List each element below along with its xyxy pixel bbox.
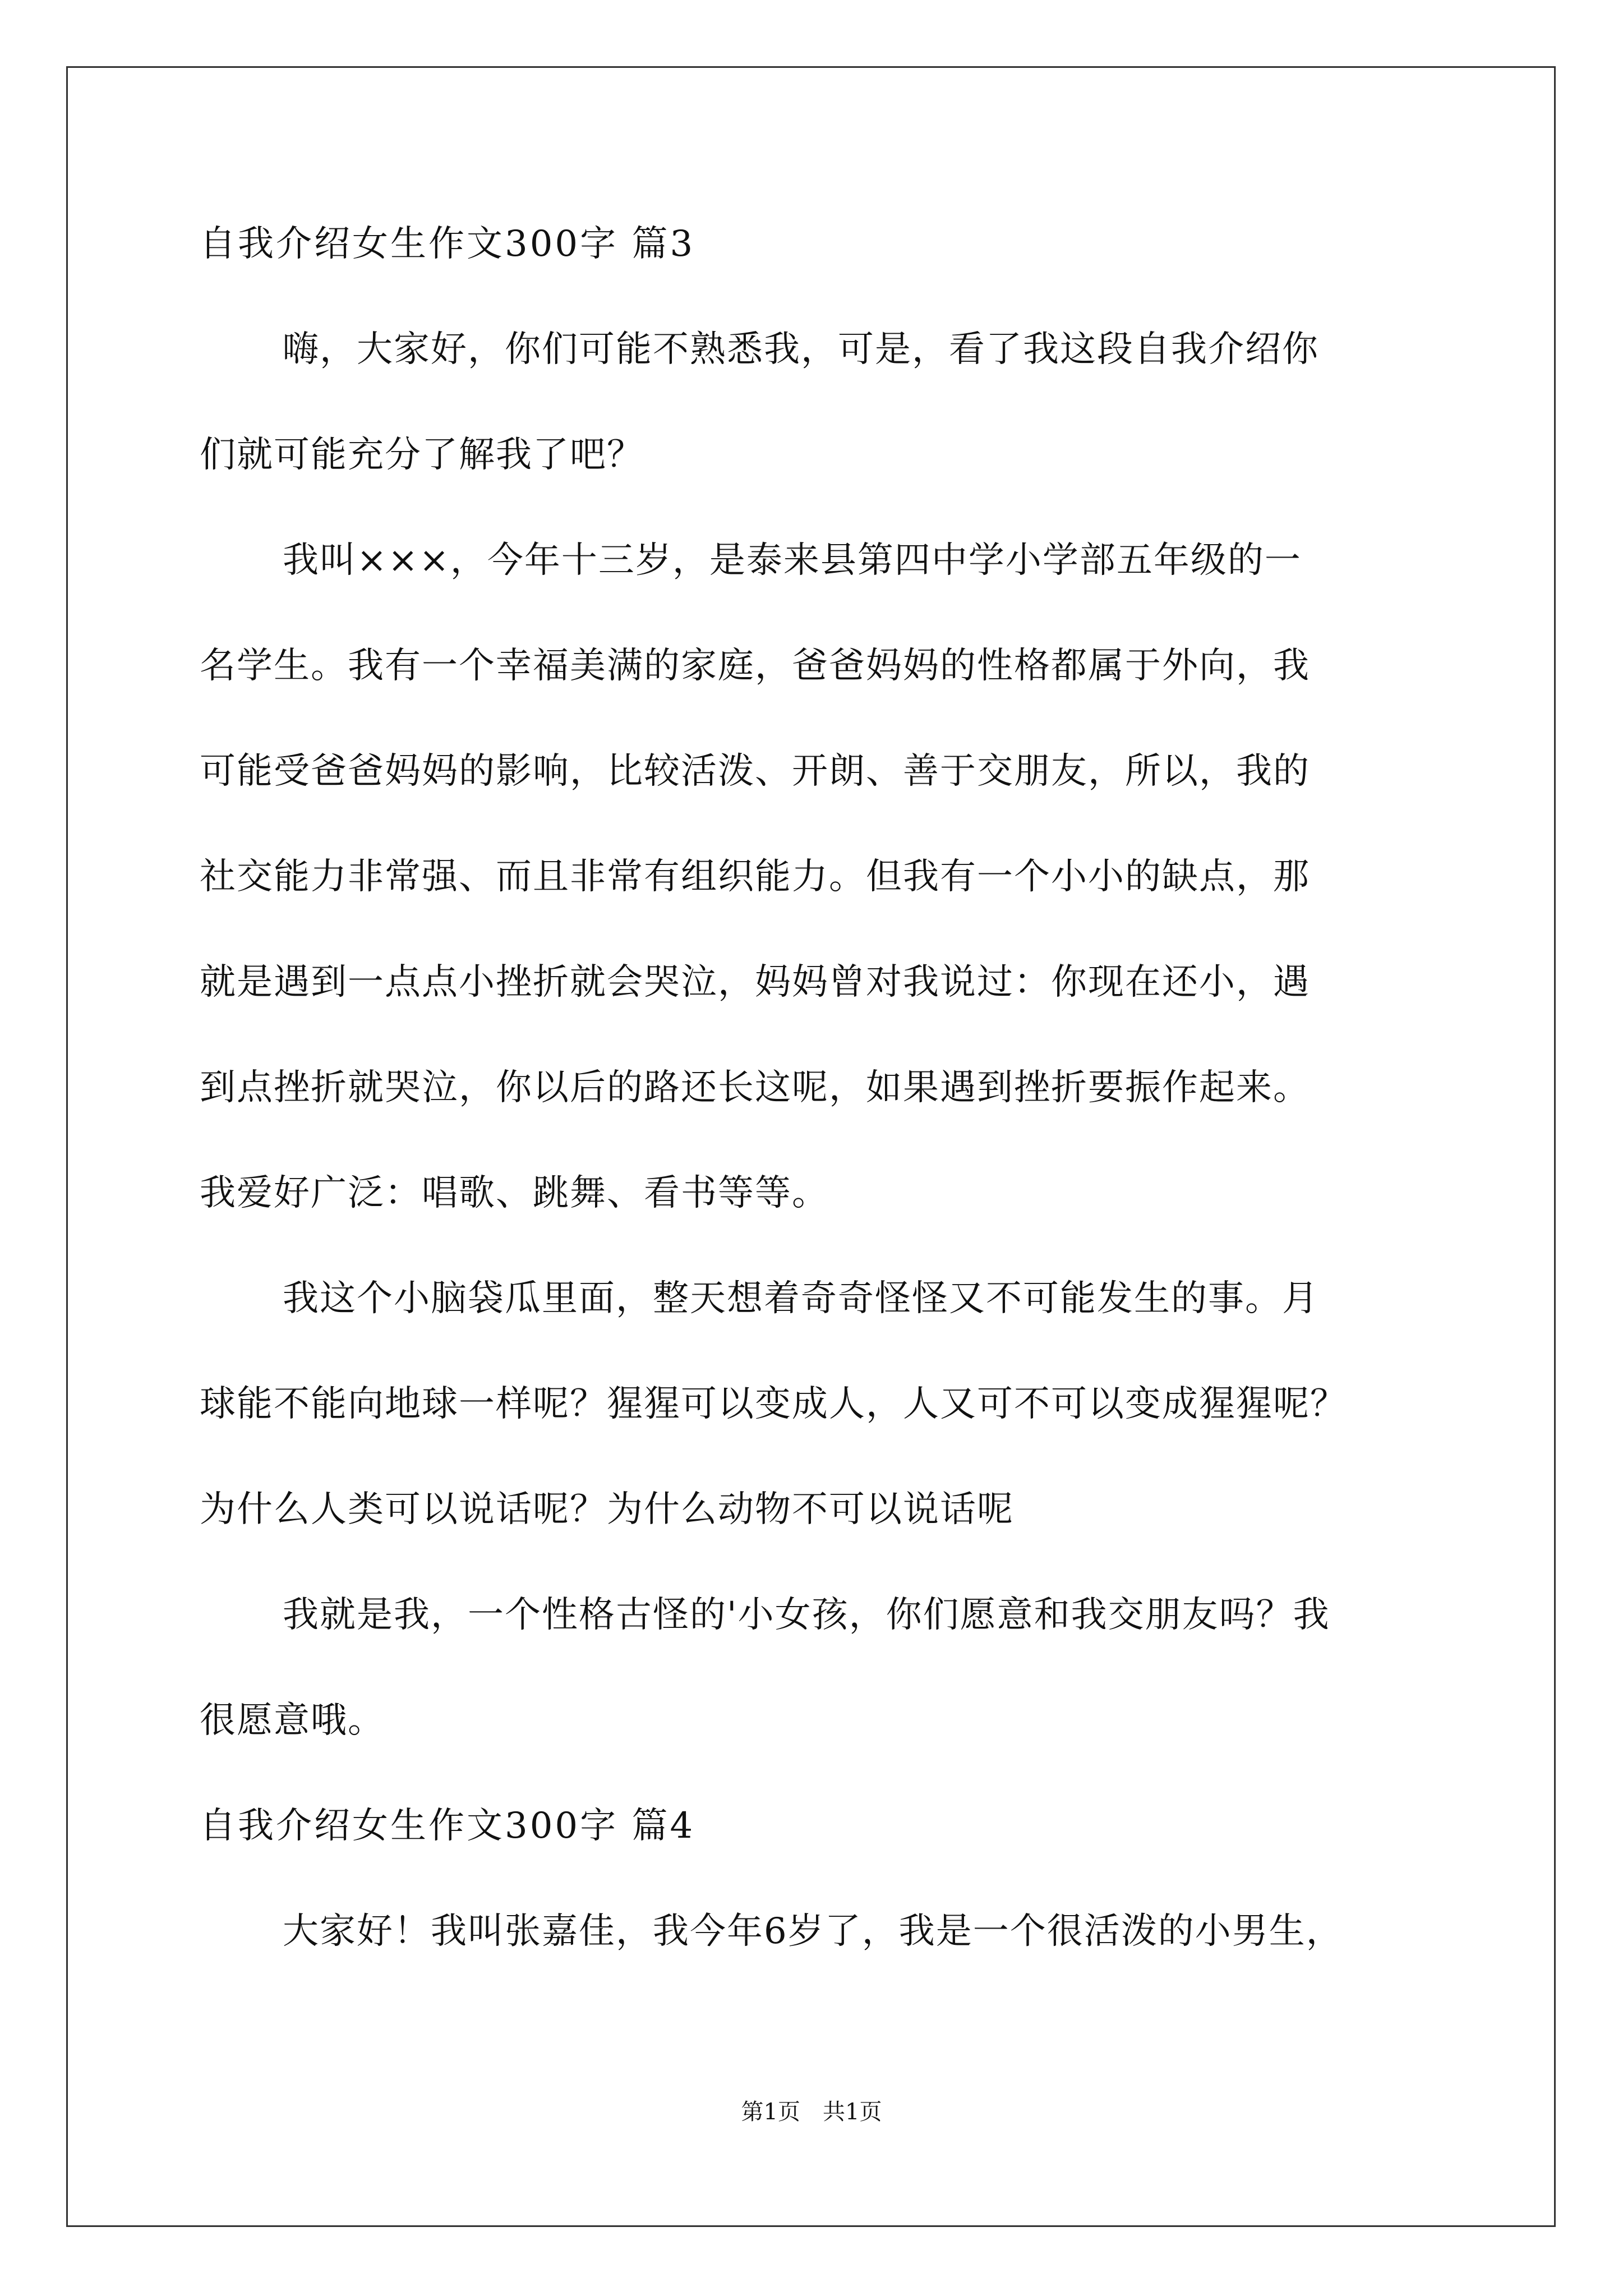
paragraph-line: 大家好！我叫张嘉佳，我今年6岁了，我是一个很活泼的小男生， bbox=[283, 1911, 1343, 1952]
page-border bbox=[66, 66, 1556, 2227]
paragraph-line: 可能受爸爸妈妈的影响，比较活泼、开朗、善于交朋友，所以，我的 bbox=[200, 751, 1310, 792]
section-heading: 自我介绍女生作文300字 篇3 bbox=[200, 223, 695, 265]
paragraph-line: 很愿意哦。 bbox=[200, 1700, 385, 1741]
paragraph-line: 为什么人类可以说话呢？为什么动物不可以说话呢 bbox=[200, 1489, 1014, 1530]
paragraph-line: 就是遇到一点点小挫折就会哭泣，妈妈曾对我说过：你现在还小，遇 bbox=[200, 961, 1310, 1003]
paragraph-line: 名学生。我有一个幸福美满的家庭，爸爸妈妈的性格都属于外向，我 bbox=[200, 645, 1310, 687]
paragraph-line: 我爱好广泛：唱歌、跳舞、看书等等。 bbox=[200, 1172, 829, 1214]
paragraph-line: 我就是我，一个性格古怪的'小女孩，你们愿意和我交朋友吗？我 bbox=[283, 1594, 1330, 1636]
paragraph-line: 社交能力非常强、而且非常有组织能力。但我有一个小小的缺点，那 bbox=[200, 856, 1310, 898]
paragraph-line: 球能不能向地球一样呢？猩猩可以变成人，人又可不可以变成猩猩呢？ bbox=[200, 1383, 1347, 1425]
paragraph-line: 们就可能充分了解我了吧？ bbox=[200, 434, 644, 476]
section-heading: 自我介绍女生作文300字 篇4 bbox=[200, 1805, 695, 1847]
paragraph-line: 到点挫折就哭泣，你以后的路还长这呢，如果遇到挫折要振作起来。 bbox=[200, 1067, 1310, 1108]
paragraph-line: 嗨，大家好，你们可能不熟悉我，可是，看了我这段自我介绍你 bbox=[283, 329, 1319, 370]
page-footer: 第1页 共1页 bbox=[741, 2099, 882, 2125]
paragraph-line: 我叫×××，今年十三岁，是泰来县第四中学小学部五年级的一 bbox=[283, 540, 1302, 581]
paragraph-line: 我这个小脑袋瓜里面，整天想着奇奇怪怪又不可能发生的事。月 bbox=[283, 1278, 1319, 1319]
